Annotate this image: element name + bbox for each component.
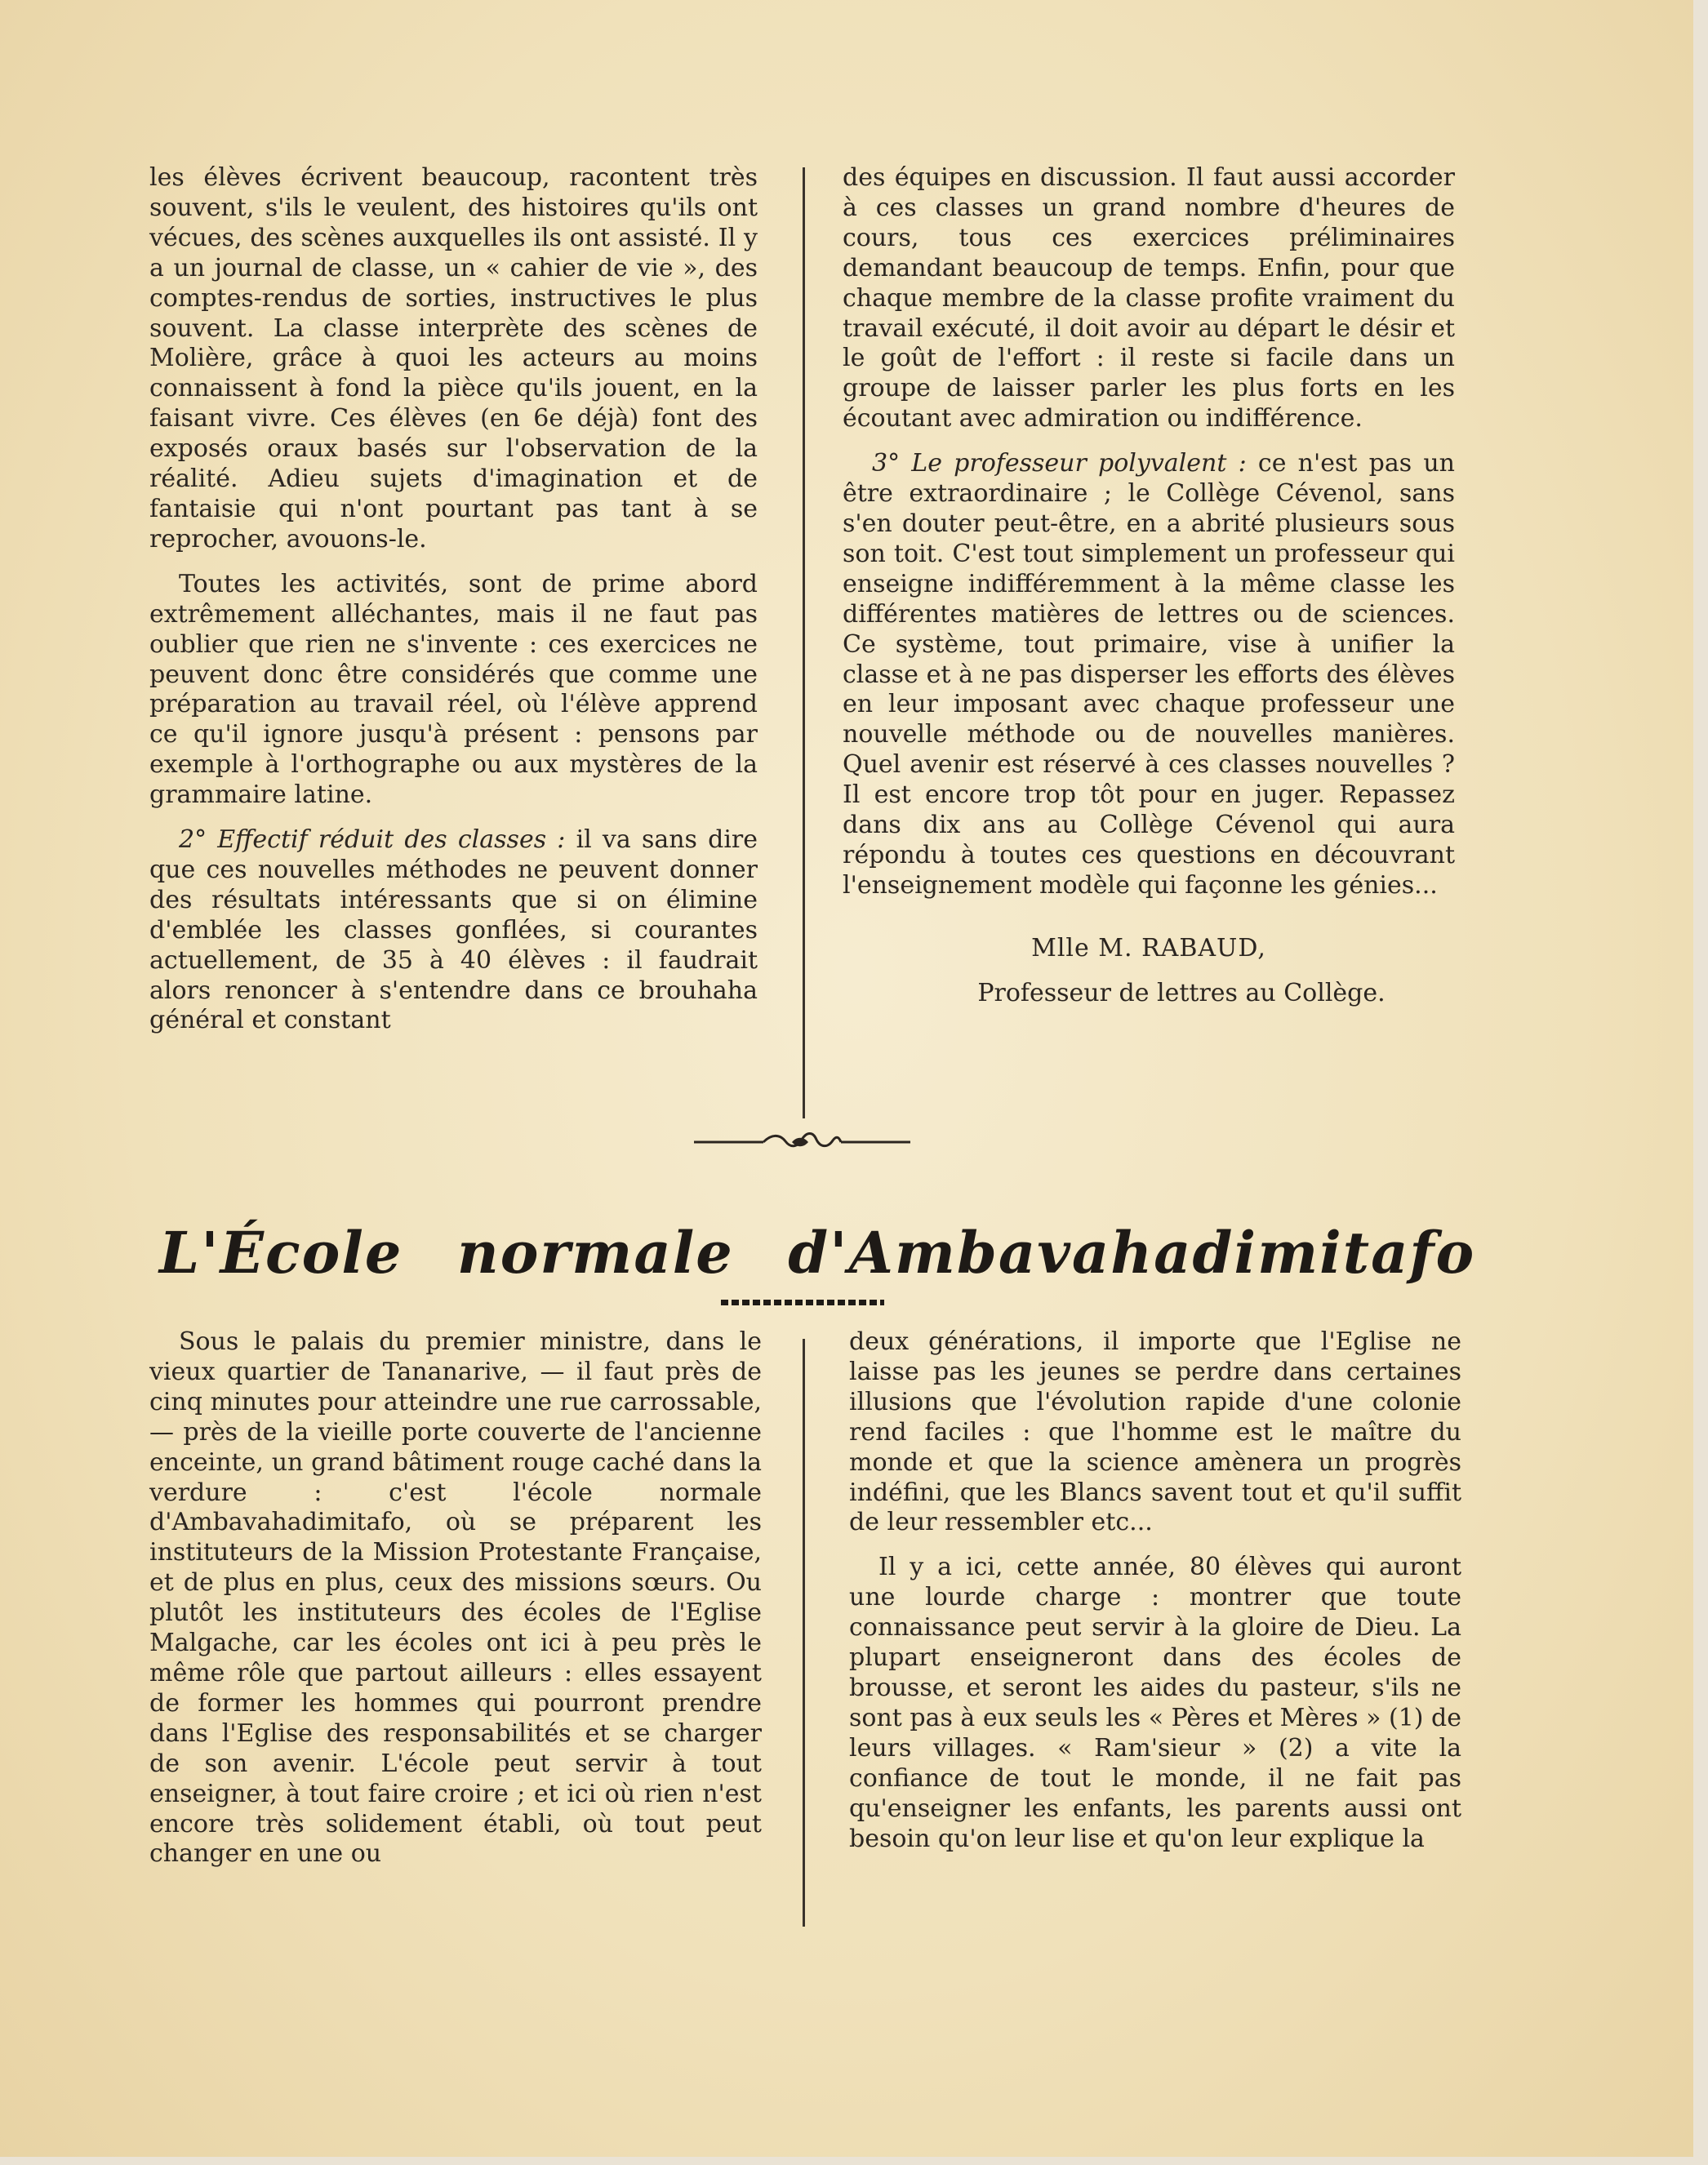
author-name: Mlle M. RABAUD, <box>1031 933 1266 962</box>
page-edge <box>1693 0 1708 2165</box>
paragraph-text: il va sans dire que ces nouvelles méthodes ne peuvent donner des résultats intéressants que si on élimine d'emblée les classes gonflées, si courantes actuellement, de 35 à 40 élèves : il faudrait alors renoncer à s'entendre dans ce brouhaha général et constant <box>149 825 758 1035</box>
column-divider <box>803 167 805 1118</box>
paragraph <box>149 825 758 1036</box>
section-heading: 2° Effectif réduit des classes : <box>179 825 566 855</box>
article-column-right <box>849 1327 1461 1869</box>
ornament-divider <box>694 1130 910 1154</box>
author-role: Professeur de lettres au Collège. <box>977 978 1386 1007</box>
article-column-left <box>149 1327 762 1884</box>
paragraph: Sous le palais du premier ministre, dans le vieux quartier de Tananarive, — il faut près de cinq minutes pour atteindre une rue carrossable, — près de la vieille porte couverte de l'ancienne enceinte, un grand bâtiment rouge caché dans la verdure : c'est l'école normale d'Ambavahadimitafo, où se préparent les instituteurs de la Mission Protestante Française, et de plus en plus, ceux des missions sœurs. Ou plutôt les instituteurs des écoles de l'Eglise Malgache, car les écoles ont ici à peu près le même rôle que partout ailleurs : elles essayent de former les hommes qui pourront prendre dans l'Eglise des responsabilités et se charger de son avenir. L'école peut servir à tout enseigner, à tout faire croire ; et ici où rien n'est encore très solidement établi, où tout peut changer en une ou <box>149 1327 762 1869</box>
title-underline <box>721 1300 884 1305</box>
paragraph: des équipes en discussion. Il faut aussi accorder à ces classes un grand nombre d'heures de cours, tous ces exercices préliminaires demandant beaucoup de temps. Enfin, pour que chaque membre de la classe profite vraiment du travail exécuté, il doit avoir au départ le désir et le goût de l'effort : il reste si facile dans un groupe de laisser parler les plus forts en les écoutant avec admiration ou indifférence. <box>843 163 1455 433</box>
article-title: L'École normale d'Ambavahadimitafo <box>159 1219 1476 1287</box>
page-edge <box>0 2157 1708 2165</box>
paragraph: Il y a ici, cette année, 80 élèves qui auront une lourde charge : montrer que toute connaissance peut servir à la gloire de Dieu. La plupart enseigneront dans des écoles de brousse, et seront les aides du pasteur, s'ils ne sont pas à eux seuls les « Pères et Mères » (1) de leurs villages. « Ram'sieur » (2) a vite la confiance de tout le monde, il ne fait pas qu'enseigner les enfants, les parents aussi ont besoin qu'on leur lise et qu'on leur explique la <box>849 1553 1461 1853</box>
article-column-right <box>843 163 1455 1024</box>
article-column-left <box>149 163 758 1051</box>
paragraph <box>843 449 1455 901</box>
paragraph: les élèves écrivent beaucoup, racontent très souvent, s'ils le veulent, des histoires qu'ils ont vécues, des scènes auxquelles ils ont assisté. Il y a un journal de classe, un « cahier de vie », des comptes-rendus de sorties, instructives le plus souvent. La classe interprète des scènes de Molière, grâce à quoi les acteurs au moins connaissent à fond la pièce qu'ils jouent, en la faisant vivre. Ces élèves (en 6e déjà) font des exposés oraux basés sur l'observation de la réalité. Adieu sujets d'imagination et de fantaisie qui n'ont pourtant pas tant à se reprocher, avouons-le. <box>149 163 758 553</box>
paragraph: deux générations, il importe que l'Eglise ne laisse pas les jeunes se perdre dans certaines illusions que l'évolution rapide d'une colonie rend faciles : que l'homme est le maître du monde et que la science amènera un progrès indéfini, que les Blancs savent tout et qu'il suffit de leur ressembler etc... <box>849 1327 1461 1537</box>
section-heading: 3° Le professeur polyvalent : <box>872 449 1247 478</box>
paragraph: Toutes les activités, sont de prime abord extrêmement alléchantes, mais il ne faut pas oublier que rien ne s'invente : ces exercices ne peuvent donc être considérés que comme une préparation au travail réel, où l'élève apprend ce qu'il ignore jusqu'à présent : pensons par exemple à l'orthographe ou aux mystères de la grammaire latine. <box>149 569 758 810</box>
paragraph-text: ce n'est pas un être extraordinaire ; le Collège Cévenol, sans s'en douter peut-être, en a abrité plusieurs sous son toit. C'est tout simplement un professeur qui enseigne indifféremment à la même classe les différentes matières de lettres ou de sciences. Ce système, tout primaire, vise à unifier la classe et à ne pas disperser les efforts des élèves en leur imposant avec chaque professeur une nouvelle méthode ou de nouvelles manières. Quel avenir est réservé à ces classes nouvelles ? Il est encore trop tôt pour en juger. Repassez dans dix ans au Collège Cévenol qui aura répondu à toutes ces questions en découvrant l'enseignement modèle qui façonne les génies... <box>843 449 1455 900</box>
column-divider <box>803 1339 805 1927</box>
